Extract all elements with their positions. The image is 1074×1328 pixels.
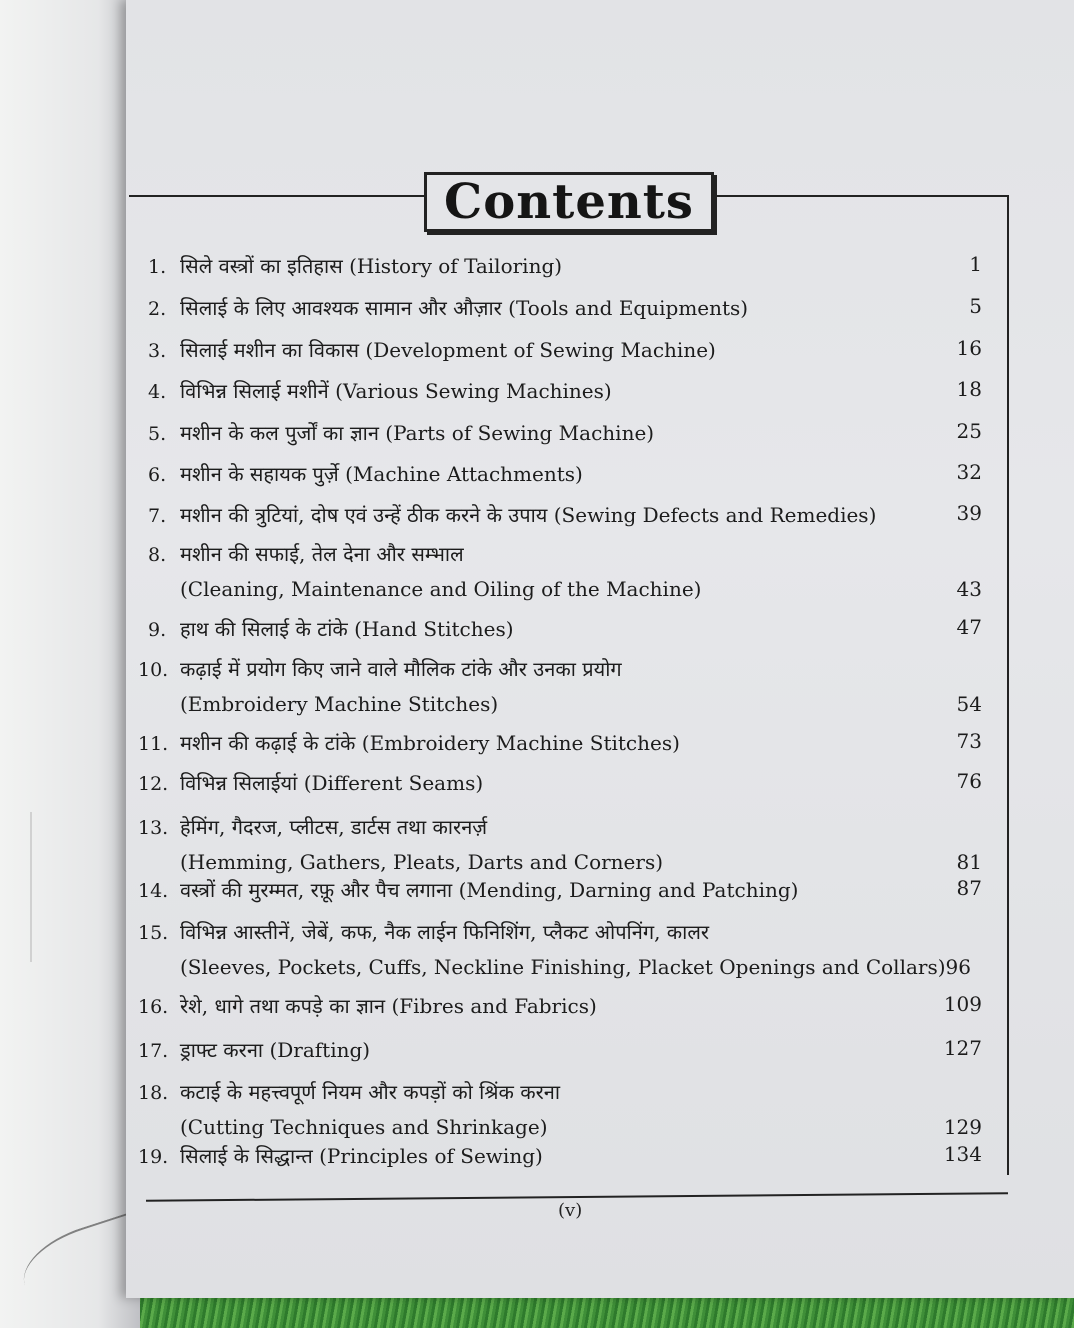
- toc-entry: [136, 1078, 996, 1139]
- toc-entry-title: कटाई के महत्त्वपूर्ण नियम और कपड़ों को श्रिंक करना: [180, 1080, 561, 1104]
- toc-entry: [136, 992, 996, 1022]
- toc-entry-page: 134: [943, 1142, 982, 1166]
- toc-entry: [136, 377, 996, 407]
- toc-entry-title: मशीन की कढ़ाई के टांके (Embroidery Machine Stitches): [180, 731, 680, 755]
- toc-entry-title: वस्त्रों की मुरम्मत, रफ़ू और पैच लगाना (Mending, Darning and Patching): [180, 878, 799, 902]
- toc-entry-number: 19.: [138, 1146, 169, 1168]
- toc-entry-number: 11.: [138, 733, 169, 755]
- toc-entry-page: 16: [956, 336, 982, 360]
- toc-entry-title: मशीन के कल पुर्जों का ज्ञान (Parts of Sewing Machine): [180, 421, 655, 445]
- toc-entry-subtitle: (Embroidery Machine Stitches): [180, 692, 499, 716]
- toc-entry-subtitle: (Cutting Techniques and Shrinkage): [180, 1115, 548, 1139]
- toc-entry-number: 10.: [138, 659, 169, 681]
- toc-entry-page: 39: [956, 501, 982, 525]
- toc-entry-number: 1.: [148, 256, 167, 278]
- toc-entry-subtitle: (Hemming, Gathers, Pleats, Darts and Corners): [180, 850, 664, 874]
- toc-entry-title: मशीन की सफाई, तेल देना और सम्भाल: [180, 542, 464, 566]
- toc-entry-subtitle: (Cleaning, Maintenance and Oiling of the Machine): [180, 577, 702, 601]
- toc-entry-page: 25: [956, 419, 982, 443]
- toc-entry: [136, 918, 996, 979]
- toc-entry-page: 127: [943, 1036, 982, 1060]
- toc-entry-title: हेमिंग, गैदरज, प्लीटस, डार्टस तथा कारनर्ज़: [180, 815, 488, 839]
- toc-entry: [136, 729, 996, 759]
- toc-entry-number: 4.: [148, 381, 167, 403]
- toc-entry-page: 109: [943, 992, 982, 1016]
- toc-entry-title: सिले वस्त्रों का इतिहास (History of Tailoring): [180, 254, 563, 278]
- toc-entry-page: 54: [956, 692, 982, 716]
- toc-entry-title: हाथ की सिलाई के टांके (Hand Stitches): [180, 617, 514, 641]
- page-folio: (v): [558, 1200, 583, 1221]
- toc-entry-page: 43: [956, 577, 982, 601]
- contents-heading: Contents: [424, 172, 714, 232]
- toc-entry-number: 13.: [138, 817, 169, 839]
- toc-entry: [136, 252, 996, 282]
- toc-entry-title: विभिन्न आस्तीनें, जेबें, कफ, नैक लाईन फिनिशिंग, प्लैकट ओपनिंग, कालर: [180, 920, 710, 944]
- toc-entry-number: 8.: [148, 544, 167, 566]
- toc-entry-title: ड्राफ्ट करना (Drafting): [180, 1038, 371, 1062]
- toc-entry-number: 5.: [148, 423, 167, 445]
- toc-entry: [136, 655, 996, 716]
- toc-entry: [136, 501, 996, 531]
- toc-entry: [136, 615, 996, 645]
- toc-entry-number: 6.: [148, 464, 167, 486]
- toc-entry-page: 5: [969, 294, 982, 318]
- toc-entry-number: 16.: [138, 996, 169, 1018]
- toc-entry: [136, 294, 996, 324]
- toc-entry-subtitle: (Sleeves, Pockets, Cuffs, Neckline Finishing, Placket Openings and Collars)96: [180, 955, 971, 979]
- toc-entry: [136, 876, 996, 906]
- toc-entry-number: 14.: [138, 880, 169, 902]
- toc-entry-page: 47: [956, 615, 982, 639]
- toc-entry-title: विभिन्न सिलाईयां (Different Seams): [180, 771, 484, 795]
- toc-entry-page: 18: [956, 377, 982, 401]
- toc-entry: [136, 813, 996, 874]
- toc-entry-number: 3.: [148, 340, 167, 362]
- toc-entry-number: 9.: [148, 619, 167, 641]
- toc-entry-page: 32: [956, 460, 982, 484]
- faint-figure-drawing: [30, 812, 70, 962]
- toc-entry-number: 17.: [138, 1040, 169, 1062]
- toc-entry-page: 1: [969, 252, 982, 276]
- toc-entry-title: सिलाई मशीन का विकास (Development of Sewing Machine): [180, 338, 716, 362]
- left-page: [0, 0, 140, 1328]
- toc-entry-number: 15.: [138, 922, 169, 944]
- toc-entry-page: 73: [956, 729, 982, 753]
- toc-entry-number: 7.: [148, 505, 167, 527]
- toc-entry-title: मशीन की त्रुटियां, दोष एवं उन्हें ठीक करने के उपाय (Sewing Defects and Remedies): [180, 503, 877, 527]
- toc-entry-page: 129: [943, 1115, 982, 1139]
- toc-entry: [136, 1142, 996, 1172]
- toc-entry: [136, 769, 996, 799]
- toc-entry: [136, 419, 996, 449]
- toc-entry-title: सिलाई के सिद्धान्त (Principles of Sewing): [180, 1144, 543, 1168]
- toc-entry-title: मशीन के सहायक पुर्ज़े (Machine Attachments): [180, 462, 583, 486]
- toc-entry-number: 2.: [148, 298, 167, 320]
- toc-entry-number: 12.: [138, 773, 169, 795]
- toc-entry: [136, 1036, 996, 1066]
- toc-entry-title: रेशे, धागे तथा कपड़े का ज्ञान (Fibres and Fabrics): [180, 994, 597, 1018]
- toc-entry-title: विभिन्न सिलाई मशीनें (Various Sewing Machines): [180, 379, 612, 403]
- toc-entry: [136, 540, 996, 601]
- toc-entry-title: सिलाई के लिए आवश्यक सामान और औज़ार (Tools and Equipments): [180, 296, 749, 320]
- toc-entry-title: कढ़ाई में प्रयोग किए जाने वाले मौलिक टांके और उनका प्रयोग: [180, 657, 622, 681]
- toc-entry: [136, 336, 996, 366]
- toc-entry: [136, 460, 996, 490]
- toc-entry-page: 76: [956, 769, 982, 793]
- toc-entry-page: 87: [956, 876, 982, 900]
- toc-entry-number: 18.: [138, 1082, 169, 1104]
- book-page: [126, 0, 1074, 1298]
- toc-entry-page: 81: [956, 850, 982, 874]
